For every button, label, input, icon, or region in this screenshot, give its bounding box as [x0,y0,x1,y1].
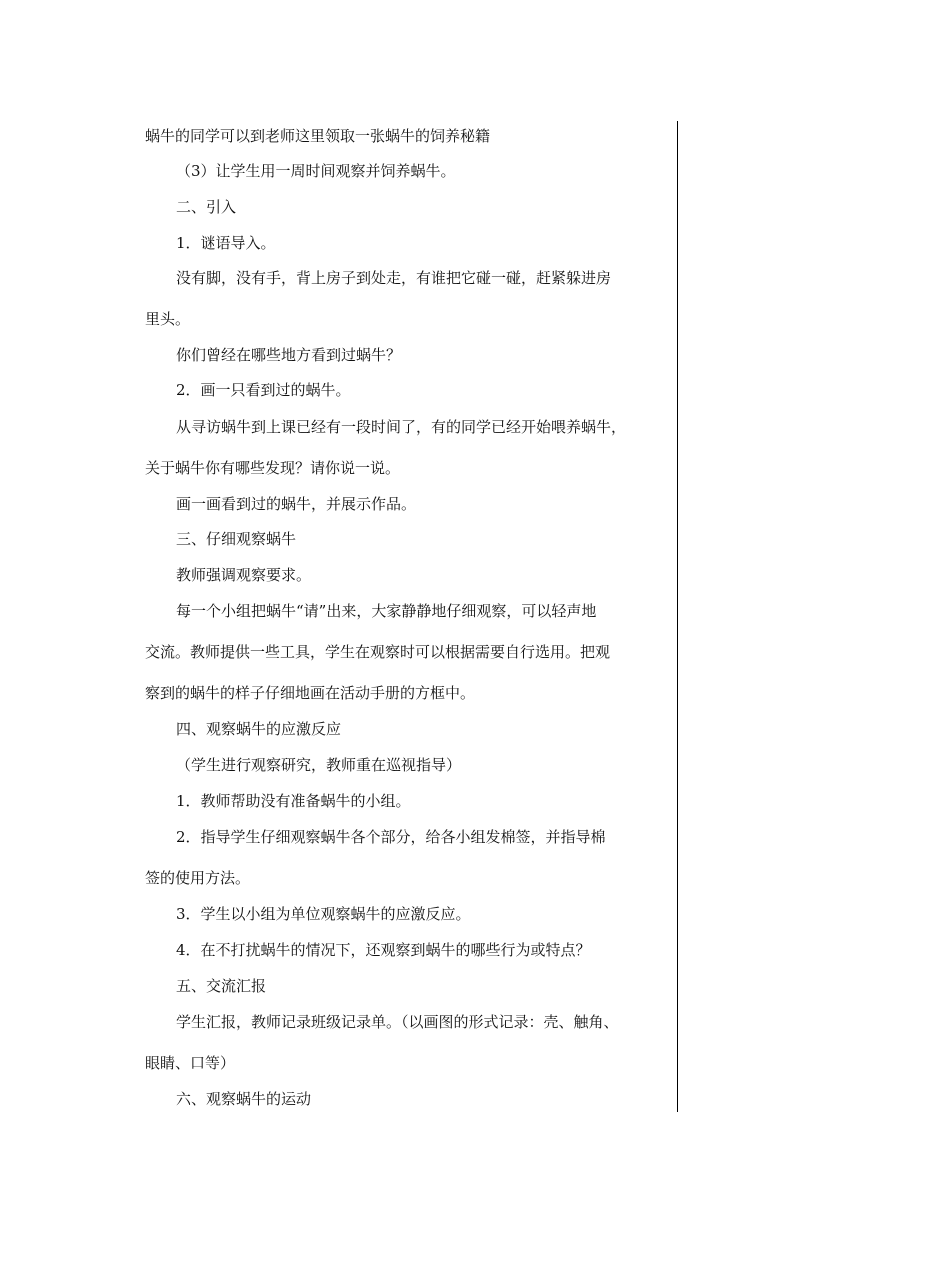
text-line: 2．画一只看到过的蜗牛。 [176,381,351,399]
text-line: 4．在不打扰蜗牛的情况下，还观察到蜗牛的哪些行为或特点？ [176,941,591,959]
text-line: 签的使用方法。 [145,869,251,887]
section-heading: 四、观察蜗牛的应激反应 [176,720,342,738]
text-line: 2．指导学生仔细观察蜗牛各个部分，给各小组发棉签，并指导棉 [176,828,606,846]
section-heading: 六、观察蜗牛的运动 [176,1090,312,1108]
text-line: （3）让学生用一周时间观察并饲养蜗牛。 [176,162,456,180]
text-line: 1．谜语导入。 [176,234,276,252]
text-line: 察到的蜗牛的样子仔细地画在活动手册的方框中。 [145,684,476,702]
text-line: 从寻访蜗牛到上课已经有一段时间了，有的同学已经开始喂养蜗牛， [176,418,627,436]
text-line: 3．学生以小组为单位观察蜗牛的应激反应。 [176,905,471,923]
text-line: 关于蜗牛你有哪些发现？请你说一说。 [145,459,401,477]
text-line: （学生进行观察研究，教师重在巡视指导） [176,756,462,774]
section-heading: 五、交流汇报 [176,977,267,995]
text-line: 画一画看到过的蜗牛，并展示作品。 [176,495,417,513]
text-line: 每一个小组把蜗牛“请”出来，大家静静地仔细观察，可以轻声地 [176,602,597,620]
text-line: 里头。 [145,310,191,328]
section-heading: 三、仔细观察蜗牛 [176,530,297,548]
text-line: 蜗牛的同学可以到老师这里领取一张蜗牛的饲养秘籍 [145,127,491,145]
text-line: 眼睛、口等） [145,1054,236,1072]
text-line: 没有脚，没有手，背上房子到处走，有谁把它碰一碰，赶紧躲进房 [176,269,612,287]
text-line: 学生汇报，教师记录班级记录单。（以画图的形式记录：壳、触角、 [176,1013,619,1031]
section-heading: 二、引入 [176,198,237,216]
text-line: 教师强调观察要求。 [176,566,312,584]
text-line: 你们曾经在哪些地方看到过蜗牛？ [176,346,402,364]
text-line: 1．教师帮助没有准备蜗牛的小组。 [176,792,411,810]
text-line: 交流。教师提供一些工具，学生在观察时可以根据需要自行选用。把观 [145,643,611,661]
